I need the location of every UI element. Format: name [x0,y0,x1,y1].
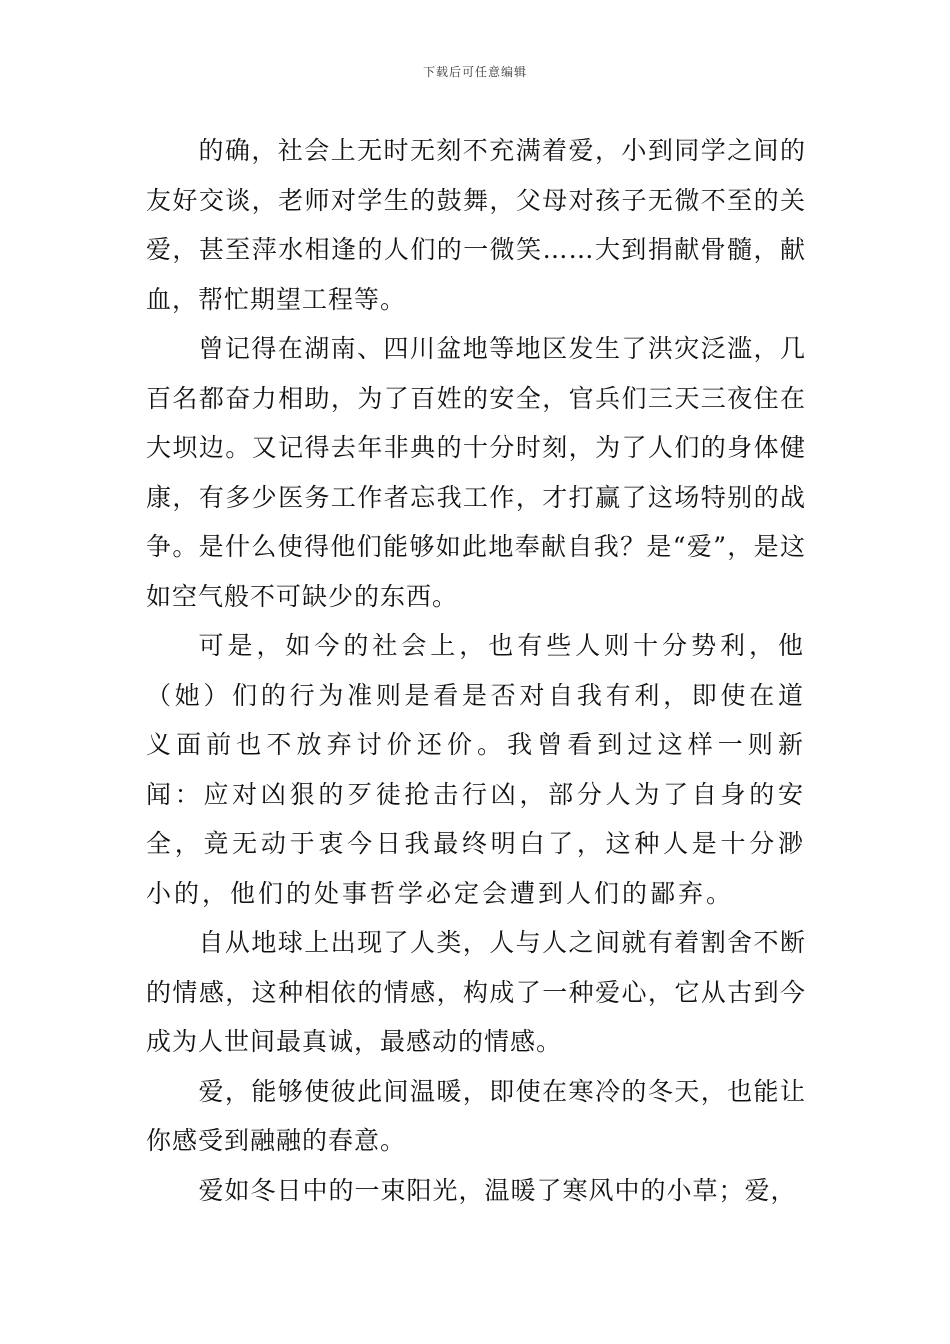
paragraph-4: 自从地球上出现了人类，人与人之间就有着割舍不断的情感，这种相依的情感，构成了一种爱心，它从古到今成为人世间最真诚，最感动的情感。 [146,928,806,1056]
document-body [146,126,806,1215]
paragraph-2: 曾记得在湖南、四川盆地等地区发生了洪灾泛滥，几百名都奋力相助，为了百姓的安全，官兵们三天三夜住在大坝边。又记得去年非典的十分时刻，为了人们的身体健康，有多少医务工作者忘我工作，才打赢了这场特别的战争。是什么使得他们能够如此地奉献自我？是“爱”，是这如空气般不可缺少的东西。 [146,334,806,611]
paragraph-3: 可是，如今的社会上，也有些人则十分势利，他（她）们的行为准则是看是否对自我有利，即使在道义面前也不放弃讨价还价。我曾看到过这样一则新闻：应对凶狠的歹徒抢击行凶，部分人为了自身的安全，竟无动于衷今日我最终明白了，这种人是十分渺小的，他们的处事哲学必定会遭到人们的鄙弃。 [146,631,806,908]
paragraph-1: 的确，社会上无时无刻不充满着爱，小到同学之间的友好交谈，老师对学生的鼓舞，父母对孩子无微不至的关爱，甚至萍水相逢的人们的一微笑……大到捐献骨髓，献血，帮忙期望工程等。 [146,136,806,314]
paragraph-6: 爱如冬日中的一束阳光，温暖了寒风中的小草；爱， [198,1175,797,1205]
paragraph-5: 爱，能够使彼此间温暖，即使在寒冷的冬天，也能让你感受到融融的春意。 [146,1076,806,1155]
page-header: 下载后可任意编辑 [422,65,527,79]
